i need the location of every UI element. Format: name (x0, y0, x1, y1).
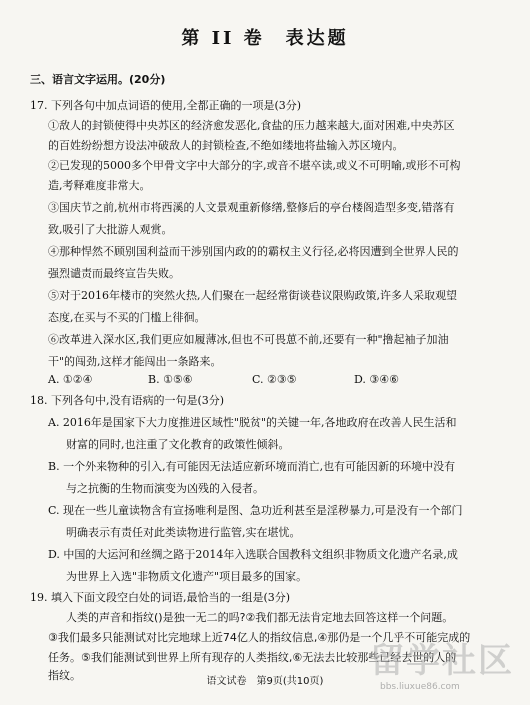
q17-line: ①敌人的封锁使得中央苏区的经济愈发恶化,食盐的压力越来越大,面对困难,中央苏区 (48, 119, 455, 132)
q17-line: ②已发现的5000多个甲骨文字中大部分的字,或音不堪卒读,或义不可明喻,或形不可构 (48, 159, 461, 172)
q17-line: 强烈谴责而最终宣告失败。 (48, 267, 180, 280)
q19-line: 指纹。 (48, 669, 81, 682)
q17-line: 干"的闯劲,这样才能闯出一条路来。 (48, 355, 222, 368)
question-18-stem: 18. 下列各句中,没有语病的一句是(3分) (30, 394, 225, 407)
q17-line: 致,吸引了大批游人观赏。 (48, 223, 173, 236)
q18-line: 财富的同时,也注重了文化教育的政策性倾斜。 (66, 438, 290, 451)
q17-line: ③国庆节之前,杭州市将西溪的人文景观重新修缮,整修后的亭台楼阁造型多变,错落有 (48, 201, 455, 214)
question-19-stem: 19. 填入下面文段空白处的词语,最恰当的一组是(3分) (30, 591, 291, 604)
watermark-url: bbs.liuxue86.com (380, 682, 460, 692)
page-footer: 语文试卷 第9页(共10页) (206, 676, 324, 687)
watermark (362, 642, 524, 698)
q17-option-d: D. ③④⑥ (354, 373, 400, 386)
q17-line: ④那种悍然不顾别国利益而干涉别国内政的的霸权主义行径,必将因遭到全世界人民的 (48, 245, 459, 258)
q18-line: A. 2016年是国家下大力度推进区域性"脱贫"的关键一年,各地政府在改善人民生活和 (48, 416, 457, 429)
q18-line: C. 现在一些儿童读物含有宣扬唯利是图、急功近利甚至是淫秽暴力,可是没有一个部门 (48, 504, 463, 517)
q17-line: 的百姓纷纷想方设法冲破敌人的封锁检查,不绝如缕地将盐输入苏区境内。 (48, 139, 404, 152)
q18-line: D. 中国的大运河和丝绸之路于2014年入选联合国教科文组织非物质文化遗产名录,成 (48, 548, 458, 561)
question-17-stem: 17. 下列各句中加点词语的使用,全都正确的一项是(3分) (30, 99, 302, 112)
q17-option-c: C. ②③⑤ (252, 373, 297, 386)
q17-option-b: B. ①⑤⑥ (148, 373, 193, 386)
q17-line: ⑤对于2016年楼市的突然火热,人们聚在一起经常街谈巷议限购政策,许多人采取观望 (48, 289, 457, 302)
q18-line: B. 一个外来物种的引入,有可能因无法适应新环境而消亡,也有可能因新的环境中没有 (48, 460, 456, 473)
q19-line: 任务。⑤我们能测试到世界上所有现存的人类指纹,⑥无法去比较那些已经去世的人的 (48, 651, 457, 664)
page-title: 第 II 卷 表达题 (181, 28, 349, 49)
q17-line: 造,考释难度非常大。 (48, 179, 151, 192)
q17-line: ⑥改革进入深水区,我们更应如履薄冰,但也不可畏葸不前,还要有一种"撸起袖子加油 (48, 333, 449, 346)
q19-line: ③我们最多只能测试对比完地球上近74亿人的指纹信息,④那仍是一个几乎不可能完成的 (48, 631, 471, 644)
q19-line: 人类的声音和指纹()是独一无二的吗?②我们都无法肯定地去回答这样一个问题。 (66, 611, 454, 624)
q18-line: 明确表示有责任对此类读物进行监管,实在堪忧。 (66, 526, 301, 539)
q18-line: 与之抗衡的生物而演变为凶残的入侵者。 (66, 482, 264, 495)
q17-option-a: A. ①②④ (48, 373, 93, 386)
section-header: 三、语言文字运用。(20分) (30, 73, 166, 86)
q17-line: 态度,在买与不买的门槛上徘徊。 (48, 311, 206, 324)
watermark-text: 留学社区 (370, 641, 514, 681)
q18-line: 为世界上入选"非物质文化遗产"项目最多的国家。 (66, 570, 308, 583)
